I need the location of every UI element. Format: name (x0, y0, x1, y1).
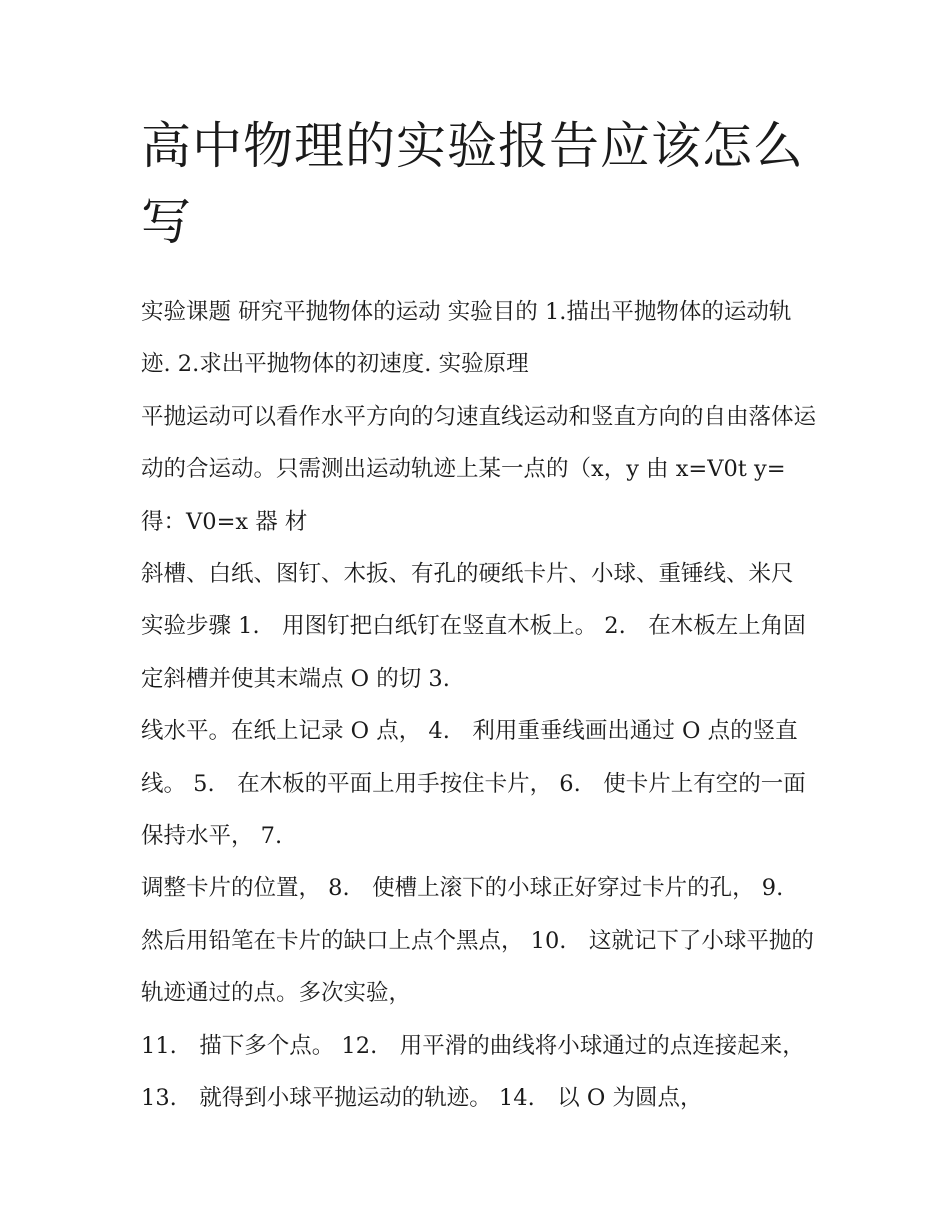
paragraph-steps-trajectory: 11. 描下多个点。 12. 用平滑的曲线将小球通过的点连接起来， 13. 就得到小球平抛运动的轨迹。 14. 以 O 为圆点， (141, 1032, 805, 1112)
document-title: 高中物理的实验报告应该怎么写 (141, 117, 804, 251)
paragraph-steps-continued: 线水平。在纸上记录 O 点， 4. 利用重垂线画出通过 O 点的竖直线。 5. 在木板的平面上用手按住卡片， 6. 使卡片上有空的一面保持水平， 7. (141, 718, 806, 850)
paragraph-equipment-steps: 斜槽、白纸、图钉、木扳、有孔的硬纸卡片、小球、重锤线、米尺 实验步骤 1. 用图钉把白纸钉在竖直木板上。 2. 在木板左上角固定斜槽并使其末端点 O 的切 3. (141, 561, 806, 692)
paragraph-steps-card: 调整卡片的位置， 8. 使槽上滚下的小球正好穿过卡片的孔， 9. 然后用铅笔在卡片的缺口上点个黑点， 10. 这就记下了小球平抛的轨迹通过的点。多次实验， (141, 875, 814, 1007)
document-page (141, 108, 816, 1125)
paragraph-experiment-topic: 实验课题 研究平抛物体的运动 实验目的 1.描出平抛物体的运动轨迹. 2.求出平抛物体的初速度. 实验原理 (141, 299, 792, 378)
paragraph-principle: 平抛运动可以看作水平方向的匀速直线运动和竖直方向的自由落体运动的合运动。只需测出运动轨迹上某一点的（x，y 由 x=V0t y= 得：V0=x 器 材 (141, 403, 817, 535)
document-body (141, 286, 816, 1125)
